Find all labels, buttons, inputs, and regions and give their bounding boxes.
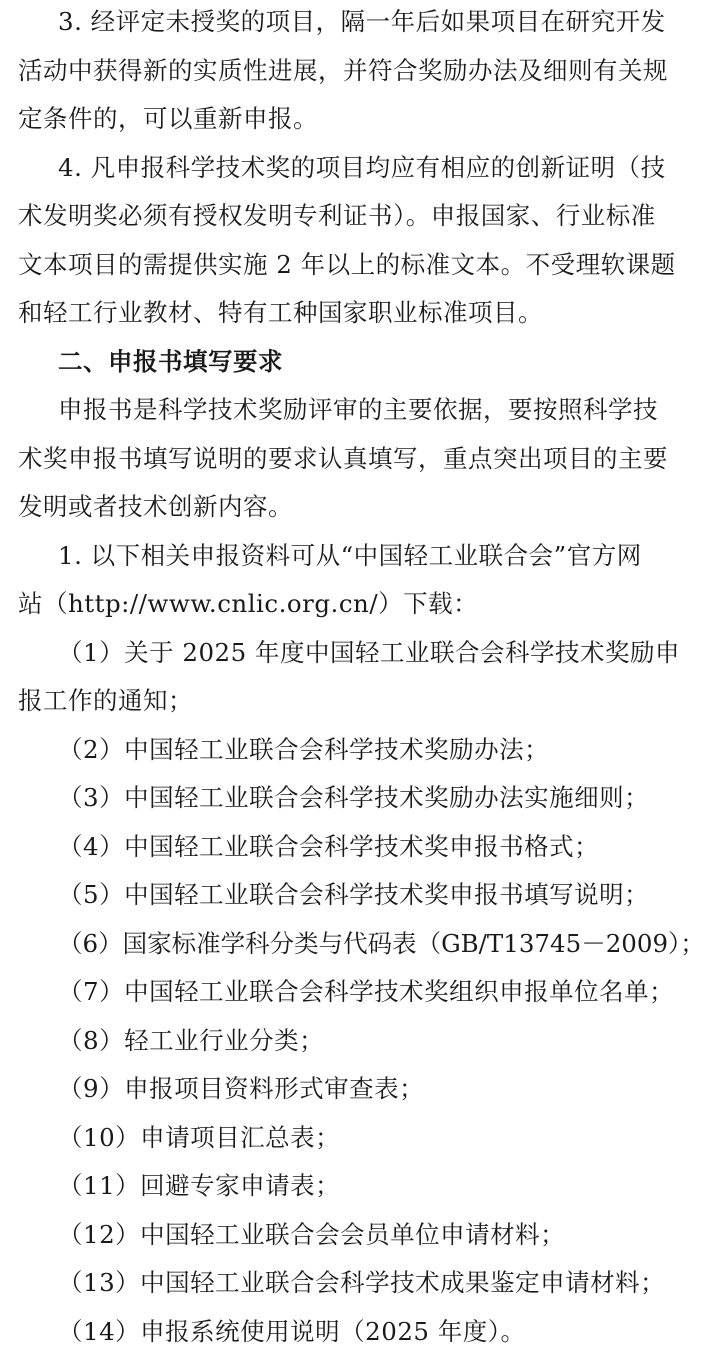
list-item-14: （14）申报系统使用说明（2025 年度）。	[58, 1317, 526, 1346]
paragraph-3-line-2: 活动中获得新的实质性进展，并符合奖励办法及细则有关规	[18, 56, 668, 85]
list-item-13: （13）中国轻工业联合会科学技术成果鉴定申请材料；	[58, 1268, 666, 1297]
list-item-10: （10）申请项目汇总表；	[58, 1123, 341, 1152]
list-item-4: （4）中国轻工业联合会科学技术奖申报书格式；	[58, 832, 600, 861]
list-item-7: （7）中国轻工业联合会科学技术奖组织申报单位名单；	[58, 977, 675, 1006]
list-item-8: （8）轻工业行业分类；	[58, 1026, 325, 1055]
paragraph-3-line-3: 定条件的，可以重新申报。	[18, 104, 318, 133]
download-line-1: 1. 以下相关申报资料可从“中国轻工业联合会”官方网	[58, 541, 642, 570]
section-heading: 二、申报书填写要求	[58, 347, 283, 376]
list-item-6: （6）国家标准学科分类与代码表（GB/T13745－2009）；	[58, 929, 705, 958]
paragraph-3-line-1: 3. 经评定未授奖的项目，隔一年后如果项目在研究开发	[58, 7, 666, 36]
download-line-2: 站（http://www.cnlic.org.cn/）下载：	[18, 589, 479, 618]
intro-line-2: 术奖申报书填写说明的要求认真填写，重点突出项目的主要	[18, 444, 668, 473]
list-item-2: （2）中国轻工业联合会科学技术奖励办法；	[58, 735, 550, 764]
paragraph-4-line-4: 和轻工行业教材、特有工种国家职业标准项目。	[18, 298, 543, 327]
intro-line-3: 发明或者技术创新内容。	[18, 492, 293, 521]
paragraph-4-line-1: 4. 凡申报科学技术奖的项目均应有相应的创新证明（技	[58, 153, 666, 182]
list-item-12: （12）中国轻工业联合会会员单位申请材料；	[58, 1220, 566, 1249]
paragraph-4-line-2: 术发明奖必须有授权发明专利证书）。申报国家、行业标准	[18, 201, 656, 230]
intro-line-1: 申报书是科学技术奖励评审的主要依据，要按照科学技	[58, 395, 658, 424]
paragraph-4-line-3: 文本项目的需提供实施 2 年以上的标准文本。不受理软课题	[18, 250, 676, 279]
list-item-1-line-2: 报工作的通知；	[18, 686, 193, 715]
list-item-3: （3）中国轻工业联合会科学技术奖励办法实施细则；	[58, 783, 650, 812]
list-item-11: （11）回避专家申请表；	[58, 1171, 341, 1200]
list-item-5: （5）中国轻工业联合会科学技术奖申报书填写说明；	[58, 880, 650, 909]
list-item-9: （9）申报项目资料形式审查表；	[58, 1074, 425, 1103]
list-item-1-line-1: （1）关于 2025 年度中国轻工业联合会科学技术奖励申	[58, 638, 681, 667]
